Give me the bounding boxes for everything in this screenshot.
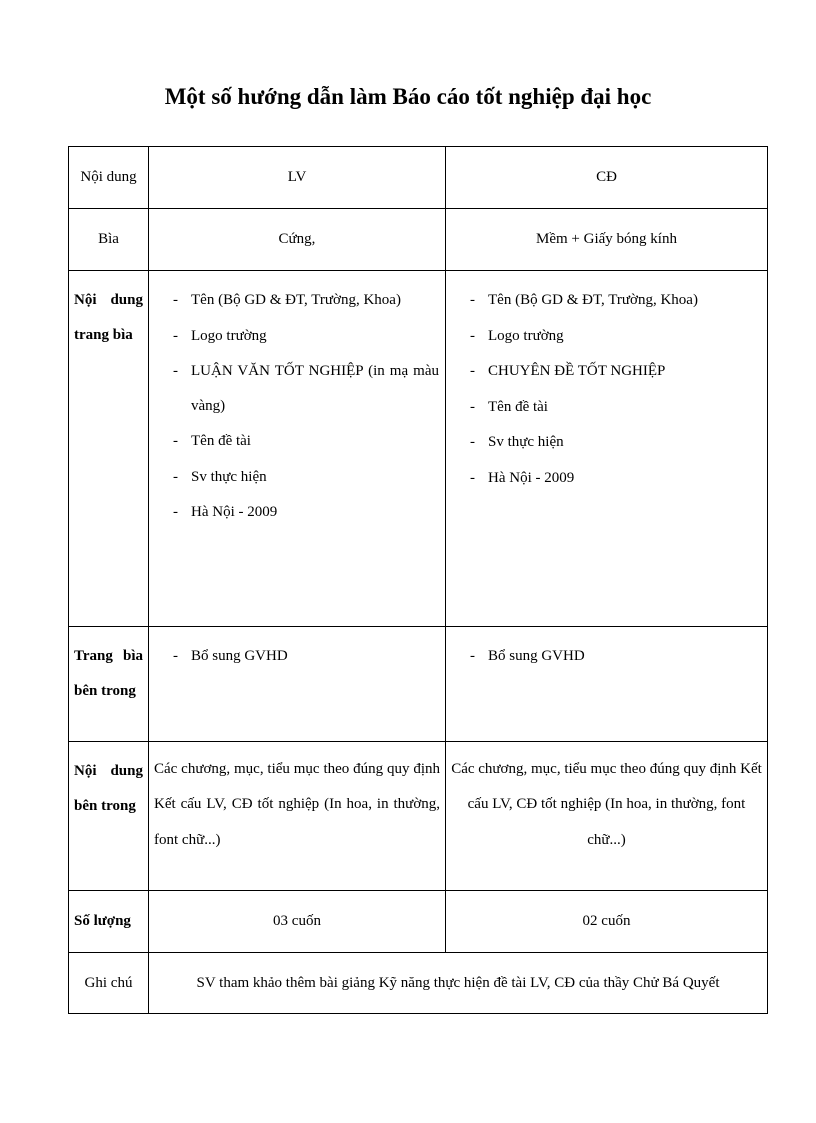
label-trang-bia: Nội dung trang bìa: [69, 271, 149, 627]
list-item: - Bổ sung GVHD: [173, 639, 439, 674]
ghi-chu-text: SV tham khảo thêm bài giảng Kỹ năng thực hiện đề tài LV, CĐ của thầy Chử Bá Quyết: [149, 953, 768, 1014]
table-row-ghi-chu: [69, 953, 768, 1014]
label-so-luong: Số lượng: [69, 891, 149, 953]
list-item: - Hà Nội - 2009: [173, 495, 439, 530]
header-noi-dung: Nội dung: [69, 147, 149, 209]
cd-noi-dung-text: Các chương, mục, tiểu mục theo đúng quy định Kết cấu LV, CĐ tốt nghiệp (In hoa, in thường, font chữ...): [451, 761, 762, 848]
lv-trang-bia-list: [149, 271, 445, 545]
list-item: - Tên đề tài: [173, 424, 439, 459]
guide-table: [68, 146, 768, 1014]
label-ghi-chu: Ghi chú: [69, 953, 149, 1014]
table-row-noi-dung-trong: [69, 742, 768, 891]
list-item: - Logo trường: [470, 319, 761, 354]
cd-trang-bia-trong: [446, 627, 768, 742]
lv-noi-dung-text: Các chương, mục, tiểu mục theo đúng quy định Kết cấu LV, CĐ tốt nghiệp (In hoa, in thường, font chữ...): [154, 761, 440, 848]
cd-trang-bia: [446, 271, 768, 627]
list-item: - Tên (Bộ GD & ĐT, Trường, Khoa): [173, 283, 439, 318]
cd-so-luong: 02 cuốn: [446, 891, 768, 953]
label-trang-bia-trong: Trang bìa bên trong: [69, 627, 149, 742]
lv-bia: Cứng,: [149, 209, 446, 271]
document-title: Một số hướng dẫn làm Báo cáo tốt nghiệp đại học: [164, 84, 652, 109]
list-item: - Logo trường: [173, 319, 439, 354]
list-item: - Bổ sung GVHD: [470, 639, 761, 674]
lv-trang-bia-trong: [149, 627, 446, 742]
list-item: - Tên (Bộ GD & ĐT, Trường, Khoa): [470, 283, 761, 318]
cd-noi-dung-trong: [446, 742, 768, 891]
list-item: - LUẬN VĂN TỐT NGHIỆP (in mạ màu vàng): [173, 354, 439, 423]
cd-bia: Mềm + Giấy bóng kính: [446, 209, 768, 271]
list-item: - Tên đề tài: [470, 390, 761, 425]
table-row-trang-bia: [69, 271, 768, 627]
table-row-bia: [69, 209, 768, 271]
list-item: - Sv thực hiện: [173, 460, 439, 495]
lv-trang-bia: [149, 271, 446, 627]
lv-trang-bia-trong-list: [149, 627, 445, 689]
lv-noi-dung-trong: [149, 742, 446, 891]
lv-so-luong: 03 cuốn: [149, 891, 446, 953]
list-item: - Sv thực hiện: [470, 425, 761, 460]
label-noi-dung-trong: Nội dung bên trong: [69, 742, 149, 891]
header-lv: LV: [149, 147, 446, 209]
header-cd: CĐ: [446, 147, 768, 209]
cd-trang-bia-trong-list: [446, 627, 767, 689]
table-row-trang-bia-trong: [69, 627, 768, 742]
table-header-row: [69, 147, 768, 209]
label-bia: Bìa: [69, 209, 149, 271]
list-item: - CHUYÊN ĐỀ TỐT NGHIỆP: [470, 354, 761, 389]
cd-trang-bia-list: [446, 271, 767, 510]
table-row-so-luong: [69, 891, 768, 953]
list-item: - Hà Nội - 2009: [470, 461, 761, 496]
